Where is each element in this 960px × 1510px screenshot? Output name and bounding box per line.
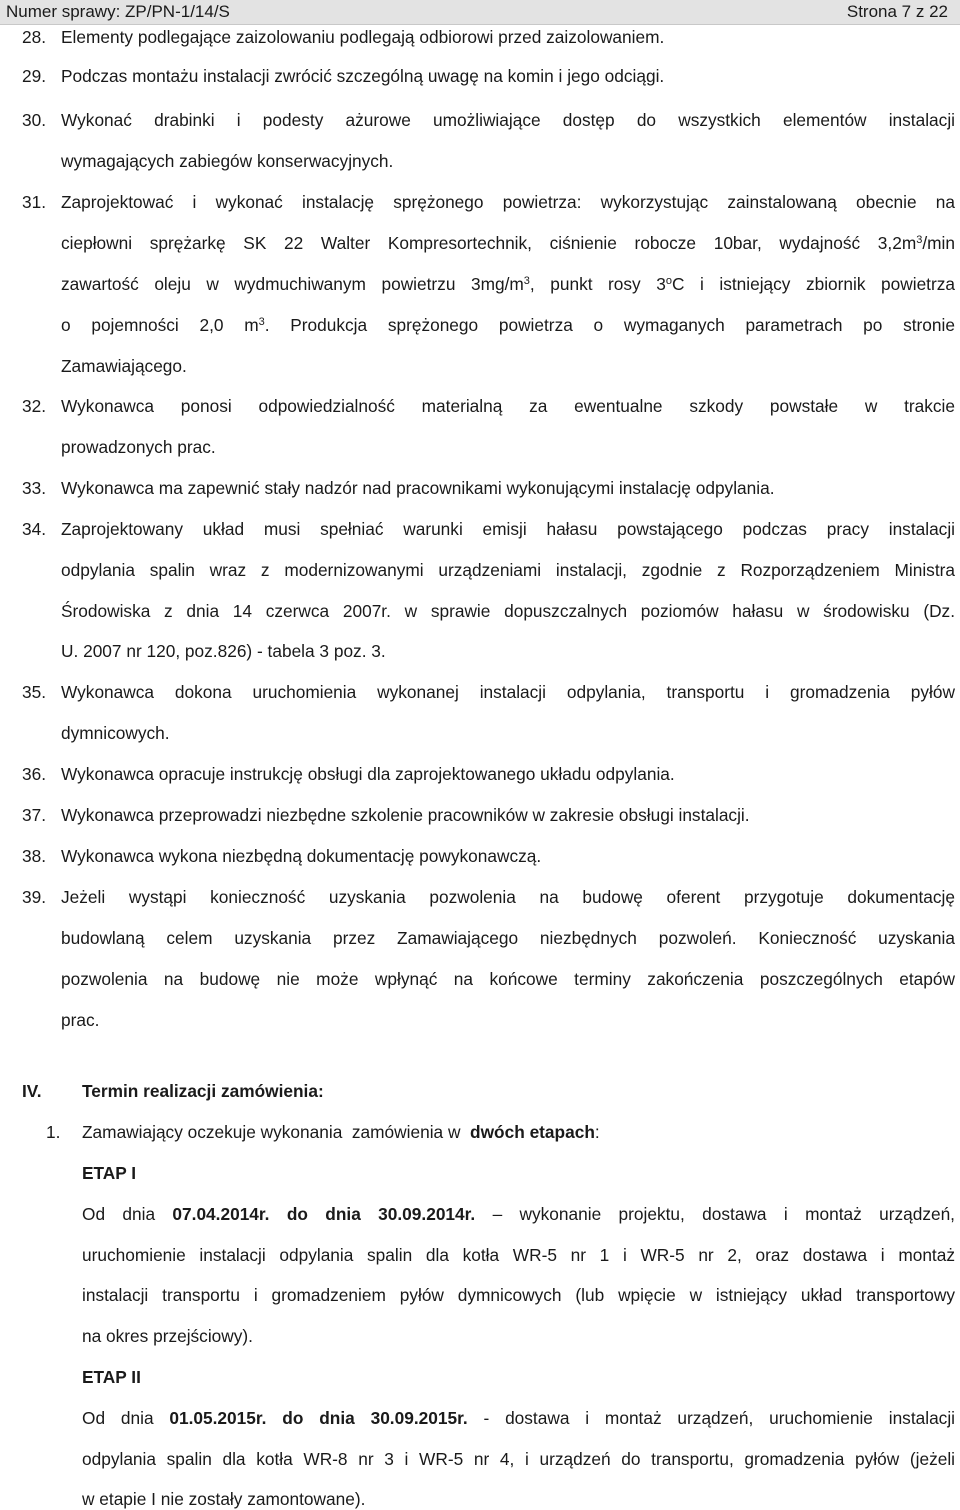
item-text: Jeżeli wystąpi konieczność uzyskania pozwolenia na budowę oferent przygotuje dokumentację [61, 887, 955, 907]
item-text: prowadzonych prac. [61, 437, 216, 457]
item-number: 35. [22, 682, 47, 702]
item-number: 31. [22, 192, 47, 212]
item-text: Wykonawca przeprowadzi niezbędne szkolenie pracowników w zakresie obsługi instalacji. [61, 805, 750, 825]
page-number: Strona 7 z 22 [846, 2, 948, 21]
item-text: Elementy podlegające zaizolowaniu podlegają odbiorowi przed zaizolowaniem. [61, 27, 665, 47]
item-text: Wykonawca ponosi odpowiedzialność materialną za ewentualne szkody powstałe w trakcie [61, 396, 955, 416]
item-text: odpylania spalin wraz z modernizowanymi urządzeniami instalacji, zgodnie z Rozporządzeniem Ministra [61, 560, 955, 580]
item-text: ciepłowni sprężarkę SK 22 Walter Kompresortechnik, ciśnienie robocze 10bar, wydajność $3,2m^3/\min$ [61, 233, 955, 253]
point-text: Zamawiający oczekuje wykonania zamówienia w dwóch etapach: [82, 1122, 600, 1142]
item-text: dymnicowych. [61, 723, 170, 743]
point-number: 1. [46, 1122, 61, 1142]
etap-1-text: uruchomienie instalacji odpylania spalin dla kotła WR-5 nr 1 i WR-5 nr 2, oraz dostawa i montaż [82, 1245, 955, 1265]
etap-1-heading: ETAP I [82, 1163, 137, 1183]
etap-2-heading: ETAP II [82, 1367, 141, 1387]
item-text: zawartość oleju w wydmuchiwanym powietrzu $3mg/m^3$, punkt rosy 3$^o$C i istniejący zbiornik powietrza [61, 274, 955, 294]
item-number: 29. [22, 66, 47, 86]
item-number: 39. [22, 887, 47, 907]
item-text: Podczas montażu instalacji zwrócić szczególną uwagę na komin i jego odciągi. [61, 66, 665, 86]
item-number: 37. [22, 805, 47, 825]
item-text: Środowiska z dnia 14 czerwca 2007r. w sprawie dopuszczalnych poziomów hałasu w środowisku (Dz. [61, 601, 955, 621]
item-number: 28. [22, 27, 47, 47]
etap-1-text: instalacji transportu i gromadzeniem pyłów dymnicowych (lub wpięcie w istniejący układ transportowy [82, 1285, 955, 1305]
etap-2-text: Od dnia 01.05.2015r. do dnia 30.09.2015r. - dostawa i montaż urządzeń, uruchomienie instalacji [82, 1408, 956, 1428]
item-text: pozwolenia na budowę nie może wpłynąć na końcowe terminy zakończenia poszczególnych etapów [61, 969, 955, 989]
item-text: Wykonawca wykona niezbędną dokumentację powykonawczą. [61, 846, 542, 866]
section-title: Termin realizacji zamówienia: [82, 1081, 324, 1101]
item-number: 34. [22, 519, 47, 539]
item-text: Wykonawca ma zapewnić stały nadzór nad pracownikami wykonującymi instalację odpylania. [61, 478, 775, 498]
item-text: Zamawiającego. [61, 356, 187, 376]
item-text: Wykonawca opracuje instrukcję obsługi dla zaprojektowanego układu odpylania. [61, 764, 675, 784]
item-text: Wykonać drabinki i podesty ażurowe umożliwiające dostęp do wszystkich elementów instalacji [61, 110, 955, 130]
item-text: wymagających zabiegów konserwacyjnych. [61, 151, 394, 171]
item-text: budowlaną celem uzyskania przez Zamawiającego niezbędnych pozwoleń. Konieczność uzyskania [61, 928, 955, 948]
item-text: prac. [61, 1010, 100, 1030]
item-text: Zaprojektowany układ musi spełniać warunki emisji hałasu powstającego podczas pracy instalacji [61, 519, 955, 539]
item-number: 36. [22, 764, 47, 784]
case-number: Numer sprawy: ZP/PN-1/14/S [6, 2, 230, 21]
item-number: 33. [22, 478, 47, 498]
section-number: IV. [22, 1081, 42, 1101]
item-text: o pojemności 2,0 $m^3$. Produkcja sprężonego powietrza o wymaganych parametrach po stronie [61, 315, 955, 335]
etap-1-text: Od dnia 07.04.2014r. do dnia 30.09.2014r. – wykonanie projektu, dostawa i montaż urządzeń, [82, 1204, 955, 1224]
etap-2-text: odpylania spalin dla kotła WR-8 nr 3 i WR-5 nr 4, i urządzeń do transportu, gromadzenia pyłów (jeżeli [82, 1449, 955, 1469]
item-text: Zaprojektować i wykonać instalację sprężonego powietrza: wykorzystując zainstalowaną obecnie na [61, 192, 955, 212]
item-text: U. 2007 nr 120, poz.826) - tabela 3 poz. 3. [61, 641, 386, 661]
item-number: 30. [22, 110, 47, 130]
etap-2-text: w etapie I nie zostały zamontowane). [82, 1489, 366, 1509]
item-number: 38. [22, 846, 47, 866]
item-number: 32. [22, 396, 47, 416]
page-header [0, 0, 960, 25]
item-text: Wykonawca dokona uruchomienia wykonanej instalacji odpylania, transportu i gromadzenia pyłów [61, 682, 955, 702]
etap-1-text: na okres przejściowy). [82, 1326, 253, 1346]
